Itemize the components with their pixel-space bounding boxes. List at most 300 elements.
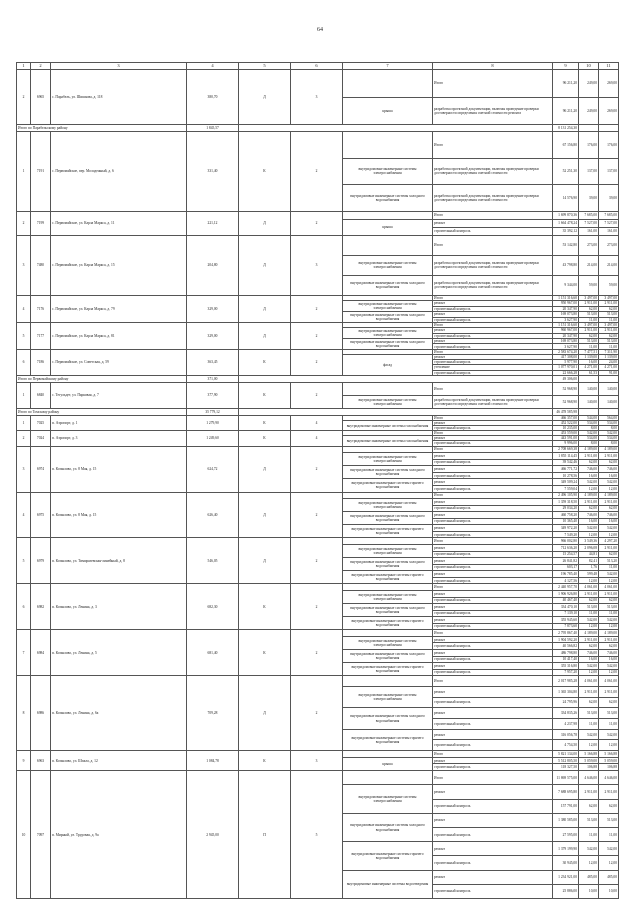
unit-cost: 8,00 bbox=[579, 441, 599, 446]
address: с. Первомайское, ул. Карла Маркса, д. 81 bbox=[51, 322, 187, 349]
address: с. Тегульдет, ул. Парковая, д. 7 bbox=[51, 382, 187, 408]
unit-cost: 1 139,00 bbox=[579, 355, 599, 360]
work-kind: ремонт bbox=[433, 604, 553, 611]
work-kind: ремонт bbox=[433, 708, 553, 719]
max-unit-cost: 62,00 bbox=[599, 799, 619, 813]
floors: 2 bbox=[291, 295, 343, 322]
floors: 4 bbox=[291, 431, 343, 446]
work-type bbox=[343, 676, 433, 687]
max-unit-cost: 62,00 bbox=[599, 333, 619, 338]
empty-cell bbox=[239, 408, 553, 415]
work-type: внутридомовые инженерные системы водоотведения bbox=[343, 870, 433, 898]
unit-cost: 7 685,00 bbox=[579, 211, 599, 219]
max-unit-cost: 140,00 bbox=[599, 382, 619, 395]
unit-cost: 8,00 bbox=[579, 426, 599, 431]
cost: 169 073,80 bbox=[553, 312, 579, 317]
cost: 22 666,28 bbox=[553, 370, 579, 375]
unit-cost: 746,00 bbox=[579, 466, 599, 473]
max-unit-cost: 513,00 bbox=[599, 604, 619, 611]
work-kind: строительный контроль bbox=[433, 426, 553, 431]
work-kind: ремонт bbox=[433, 650, 553, 657]
row-number: 8 bbox=[17, 676, 31, 751]
unit-cost: 16,00 bbox=[579, 472, 599, 479]
cost: 96 211,20 bbox=[553, 97, 579, 125]
work-kind: разработка проектной документации, включая проведение проверки достоверности определения сметной стоимости bbox=[433, 255, 553, 275]
cost: 1 699 870,36 bbox=[553, 211, 579, 219]
work-type: внутридомовые инженерные системы горячего водоснабжения bbox=[343, 617, 433, 630]
unit-cost: 12,00 bbox=[579, 623, 599, 630]
cost: 1 234 921,00 bbox=[553, 870, 579, 884]
cost: 52 968,90 bbox=[553, 382, 579, 395]
unit-cost: 746,00 bbox=[579, 512, 599, 519]
max-unit-cost: 542,00 bbox=[599, 479, 619, 486]
total-area: 331,40 bbox=[187, 132, 239, 212]
work-kind: разработка проектной документации, включая проведение проверки достоверности определения сметной стоимости bbox=[433, 185, 553, 212]
wall-material: Д bbox=[239, 295, 291, 322]
wall-material: К bbox=[239, 431, 291, 446]
max-unit-cost: 140,00 bbox=[599, 395, 619, 408]
cost: 334 835,26 bbox=[553, 708, 579, 719]
cost: 2 583 674,20 bbox=[553, 349, 579, 354]
work-kind: строительный контроль bbox=[433, 884, 553, 898]
work-kind: Итого bbox=[433, 538, 553, 545]
work-kind: Итого bbox=[433, 322, 553, 327]
work-row bbox=[17, 382, 619, 395]
cost: 443 591,00 bbox=[553, 436, 579, 441]
cost: 466 357,00 bbox=[553, 415, 579, 420]
max-unit-cost: 214,00 bbox=[599, 255, 619, 275]
work-type: внутридомовые инженерные системы холодного водоснабжения bbox=[343, 512, 433, 525]
unit-cost: 12,00 bbox=[579, 485, 599, 492]
row-number: 7 bbox=[17, 630, 31, 676]
max-unit-cost: 11,00 bbox=[599, 317, 619, 322]
unit-cost: 11,00 bbox=[579, 610, 599, 617]
max-unit-cost: 746,00 bbox=[599, 512, 619, 519]
unit-cost: 62,00 bbox=[579, 597, 599, 604]
max-unit-cost: 542,00 bbox=[599, 842, 619, 856]
wall-material: К bbox=[239, 349, 291, 375]
max-unit-cost: 513,00 bbox=[599, 312, 619, 317]
work-kind: Итого bbox=[433, 446, 553, 453]
row-number: 3 bbox=[17, 446, 31, 492]
work-kind: Итого bbox=[433, 676, 553, 687]
empty-cell bbox=[239, 125, 553, 132]
row-number: 10 bbox=[17, 771, 31, 899]
work-kind: строительный контроль bbox=[433, 485, 553, 492]
unit-cost: 11,00 bbox=[579, 719, 599, 730]
max-unit-cost: 12,00 bbox=[599, 856, 619, 870]
work-kind: ремонт bbox=[433, 636, 553, 643]
unit-cost: 12,00 bbox=[579, 740, 599, 751]
max-unit-cost: 62,00 bbox=[599, 306, 619, 311]
work-kind: ремонт bbox=[433, 617, 553, 624]
max-unit-cost: 12,00 bbox=[599, 577, 619, 584]
max-unit-cost: 2 911,00 bbox=[599, 636, 619, 643]
work-kind: ремонт bbox=[433, 729, 553, 740]
max-unit-cost: 12,00 bbox=[599, 623, 619, 630]
work-kind: Итого bbox=[433, 492, 553, 499]
column-header: 7 bbox=[343, 63, 433, 70]
unit-cost: 5 166,88 bbox=[579, 751, 599, 758]
work-kind: Итого bbox=[433, 382, 553, 395]
floors: 2 bbox=[291, 322, 343, 349]
unit-cost: 214,00 bbox=[579, 255, 599, 275]
address: п. Копылово, ул. Ленина, д. 6а bbox=[51, 676, 187, 751]
work-type: внутридомовые инженерные системы горячего водоснабжения bbox=[343, 663, 433, 676]
address: п. Копылово, ул. Ленина, д. 5 bbox=[51, 630, 187, 676]
total-area: 380,70 bbox=[187, 70, 239, 125]
cost: 355 316,80 bbox=[553, 663, 579, 670]
work-kind: Итого bbox=[433, 431, 553, 436]
wall-material: Д bbox=[239, 446, 291, 492]
work-type: внутридомовые инженерные системы холодного водоснабжения bbox=[343, 466, 433, 479]
unit-cost: 137,00 bbox=[579, 158, 599, 185]
work-kind: ремонт bbox=[433, 328, 553, 333]
cost: 1 151 316,60 bbox=[553, 295, 579, 300]
cost: 1 359 318,50 bbox=[553, 499, 579, 506]
row-number: 9 bbox=[17, 751, 31, 771]
work-kind: ремонт bbox=[433, 301, 553, 306]
max-unit-cost: 542,00 bbox=[599, 431, 619, 436]
max-unit-cost: 137,00 bbox=[599, 158, 619, 185]
max-unit-cost: 542,00 bbox=[599, 663, 619, 670]
row-number: 5 bbox=[17, 538, 31, 584]
subtotal-row bbox=[17, 375, 619, 382]
unit-cost: 11,00 bbox=[579, 317, 599, 322]
work-type: внутридомовые инженерные системы холодного водоснабжения bbox=[343, 558, 433, 571]
total-area: 624,72 bbox=[187, 446, 239, 492]
unit-cost: 11,00 bbox=[579, 828, 599, 842]
address: с. Первомайское, ул. Карла Маркса, д. 79 bbox=[51, 295, 187, 322]
max-unit-cost: 106,88 bbox=[599, 764, 619, 771]
wall-material: Д bbox=[239, 70, 291, 125]
work-kind: строительный контроль bbox=[433, 828, 553, 842]
unit-cost: 534,00 bbox=[579, 420, 599, 425]
work-type: внутридомовые инженерные системы электроснабжения bbox=[343, 395, 433, 408]
work-kind: Итого bbox=[433, 70, 553, 98]
work-kind: Итого bbox=[433, 349, 553, 354]
work-kind: ремонт bbox=[433, 870, 553, 884]
max-unit-cost: 269,00 bbox=[599, 97, 619, 125]
cost: 9 344,00 bbox=[553, 275, 579, 295]
work-kind: ремонт bbox=[433, 590, 553, 597]
cost: 349 509,24 bbox=[553, 479, 579, 486]
max-unit-cost: 542,00 bbox=[599, 617, 619, 624]
unit-cost: 4 061,00 bbox=[579, 676, 599, 687]
work-kind: ремонт bbox=[433, 842, 553, 856]
unit-cost: 544,00 bbox=[579, 415, 599, 420]
unit-cost: 2 096,08 bbox=[579, 545, 599, 552]
work-kind: ремонт bbox=[433, 571, 553, 578]
empty-cell bbox=[599, 408, 619, 415]
house-code: 6965 bbox=[31, 70, 51, 125]
wall-material: Д bbox=[239, 322, 291, 349]
work-kind: строительный контроль bbox=[433, 643, 553, 650]
cost: 2 496 105,90 bbox=[553, 492, 579, 499]
unit-cost: 513,00 bbox=[579, 339, 599, 344]
cost: 25 886,00 bbox=[553, 884, 579, 898]
work-type bbox=[343, 132, 433, 159]
cost: 20 347,90 bbox=[553, 306, 579, 311]
max-unit-cost: 542,00 bbox=[599, 525, 619, 532]
cost: 1 365 304,80 bbox=[553, 686, 579, 697]
cost: 1 077 970,01 bbox=[553, 365, 579, 370]
unit-cost: 542,00 bbox=[579, 663, 599, 670]
unit-cost: 7 477,51 bbox=[579, 349, 599, 354]
house-code: 6986 bbox=[31, 676, 51, 751]
max-unit-cost: 8,00 bbox=[599, 441, 619, 446]
work-type: внутридомовые инженерные системы холодного водоснабжения bbox=[343, 650, 433, 663]
work-kind: Итого bbox=[433, 584, 553, 591]
row-number: 4 bbox=[17, 295, 31, 322]
max-unit-cost: 11,00 bbox=[599, 719, 619, 730]
floors: 2 bbox=[291, 584, 343, 630]
cost: 157 791,00 bbox=[553, 799, 579, 813]
cost: 96 211,20 bbox=[553, 70, 579, 98]
max-unit-cost: 11,00 bbox=[599, 610, 619, 617]
max-unit-cost: 1 139,00 bbox=[599, 355, 619, 360]
cost: 486 798,80 bbox=[553, 650, 579, 657]
cost: 10 365,40 bbox=[553, 518, 579, 525]
cost: 52 968,90 bbox=[553, 395, 579, 408]
empty-cell bbox=[579, 375, 599, 382]
max-unit-cost: 62,00 bbox=[599, 551, 619, 558]
unit-cost: 7 527,00 bbox=[579, 219, 599, 227]
house-code: 6963 bbox=[31, 751, 51, 771]
max-unit-cost: 12,00 bbox=[599, 485, 619, 492]
work-kind: ремонт bbox=[433, 686, 553, 697]
row-number: 1 bbox=[17, 382, 31, 408]
max-unit-cost: 16,00 bbox=[599, 518, 619, 525]
max-unit-cost: 513,20 bbox=[599, 558, 619, 565]
work-kind: ремонт bbox=[433, 512, 553, 519]
unit-cost: 59,00 bbox=[579, 275, 599, 295]
max-unit-cost: 513,00 bbox=[599, 339, 619, 344]
wall-material: Д bbox=[239, 492, 291, 538]
max-unit-cost: 564,00 bbox=[599, 415, 619, 420]
unit-cost: 542,00 bbox=[579, 729, 599, 740]
max-unit-cost: 2 911,00 bbox=[599, 499, 619, 506]
max-unit-cost: 3 497,00 bbox=[599, 322, 619, 327]
cost: 712 636,20 bbox=[553, 545, 579, 552]
work-kind: строительный контроль bbox=[433, 441, 553, 446]
work-kind: строительный контроль bbox=[433, 459, 553, 466]
cost: 316 056,78 bbox=[553, 729, 579, 740]
unit-cost: 249,00 bbox=[579, 97, 599, 125]
address: п. Мирный, ул. Трудовая, д. 9а bbox=[51, 771, 187, 899]
work-kind: строительный контроль bbox=[433, 518, 553, 525]
unit-cost: 62,00 bbox=[579, 333, 599, 338]
work-kind: строительный контроль bbox=[433, 317, 553, 322]
unit-cost: 62,00 bbox=[579, 643, 599, 650]
unit-cost: 2 911,00 bbox=[579, 636, 599, 643]
row-number: 2 bbox=[17, 70, 31, 125]
column-header: 3 bbox=[51, 63, 187, 70]
work-type bbox=[343, 771, 433, 785]
cost: 26 841,82 bbox=[553, 558, 579, 565]
work-kind: ремонт bbox=[433, 219, 553, 227]
column-header: 6 bbox=[291, 63, 343, 70]
unit-cost: 61,53 bbox=[579, 370, 599, 375]
unit-cost: 4 646,00 bbox=[579, 771, 599, 785]
row-number: 6 bbox=[17, 584, 31, 630]
unit-cost: 4 189,00 bbox=[579, 492, 599, 499]
work-kind: строительный контроль bbox=[433, 227, 553, 235]
unit-cost: 11,00 bbox=[579, 344, 599, 349]
cost: 1 664 478,24 bbox=[553, 219, 579, 227]
unit-cost: 513,00 bbox=[579, 312, 599, 317]
work-kind: утепление bbox=[433, 365, 553, 370]
subtotal-area: 1 845,57 bbox=[187, 125, 239, 132]
work-kind: Итого bbox=[433, 132, 553, 159]
cost: 466 771,72 bbox=[553, 466, 579, 473]
unit-cost: 16,00 bbox=[579, 656, 599, 663]
subtotal-cost: 8 131 254,30 bbox=[553, 125, 579, 132]
max-unit-cost: 4 189,00 bbox=[599, 630, 619, 637]
address: с. Первомайское, ул. Карла Маркса, д. 11 bbox=[51, 211, 187, 235]
unit-cost: 2 911,00 bbox=[579, 301, 599, 306]
unit-cost: 140,00 bbox=[579, 395, 599, 408]
total-area: 1 279,90 bbox=[187, 415, 239, 430]
house-code: 7025 bbox=[31, 415, 51, 430]
work-type: внутридомовые инженерные системы электроснабжения bbox=[343, 785, 433, 813]
unit-cost: 2 911,00 bbox=[579, 453, 599, 460]
work-kind: разработка проектной документации, включая проведение проверки достоверности определения сметной стоимости ремонта bbox=[433, 97, 553, 125]
house-code: 7097 bbox=[31, 771, 51, 899]
work-kind: строительный контроль bbox=[433, 551, 553, 558]
max-unit-cost: 11,00 bbox=[599, 344, 619, 349]
floors: 2 bbox=[291, 382, 343, 408]
max-unit-cost: 62,00 bbox=[599, 505, 619, 512]
max-unit-cost: 62,00 bbox=[599, 643, 619, 650]
work-kind: ремонт bbox=[433, 312, 553, 317]
max-unit-cost: 746,00 bbox=[599, 650, 619, 657]
max-unit-cost: 16,00 bbox=[599, 656, 619, 663]
unit-cost: 16,00 bbox=[579, 518, 599, 525]
work-kind: разработка проектной документации, включая проведение проверки достоверности определения сметной стоимости bbox=[433, 275, 553, 295]
house-code: 7199 bbox=[31, 211, 51, 235]
max-unit-cost: 4 646,00 bbox=[599, 771, 619, 785]
total-area: 681,40 bbox=[187, 630, 239, 676]
work-kind: строительный контроль bbox=[433, 623, 553, 630]
max-unit-cost: 5 166,88 bbox=[599, 751, 619, 758]
total-area: 709,28 bbox=[187, 676, 239, 751]
max-unit-cost: 7 527,00 bbox=[599, 219, 619, 227]
floors: 2 bbox=[291, 349, 343, 375]
floors: 2 bbox=[291, 446, 343, 492]
cost: 7 549,20 bbox=[553, 531, 579, 538]
empty-cell bbox=[239, 375, 553, 382]
work-type: внутридомовые инженерные системы холодного водоснабжения bbox=[343, 275, 433, 295]
work-kind: Итого bbox=[433, 235, 553, 255]
cost: 10 235,00 bbox=[553, 426, 579, 431]
work-row bbox=[17, 132, 619, 159]
work-type: внутридомовые инженерные системы электроснабжения bbox=[343, 255, 433, 275]
work-kind: строительный контроль bbox=[433, 577, 553, 584]
max-unit-cost: 16,00 bbox=[599, 472, 619, 479]
max-unit-cost: 12,00 bbox=[599, 669, 619, 676]
row-number: 1 bbox=[17, 415, 31, 430]
max-unit-cost: 11,00 bbox=[599, 828, 619, 842]
cost: 10 417,40 bbox=[553, 656, 579, 663]
max-unit-cost: 2 911,00 bbox=[599, 590, 619, 597]
cost: 452 522,00 bbox=[553, 420, 579, 425]
cost: 2 795 867,40 bbox=[553, 630, 579, 637]
work-type bbox=[343, 70, 433, 98]
row-number: 3 bbox=[17, 235, 31, 295]
max-unit-cost: 176,00 bbox=[599, 132, 619, 159]
cost: 10 278,56 bbox=[553, 472, 579, 479]
cost: 9 996,00 bbox=[553, 441, 579, 446]
max-unit-cost: 4 061,00 bbox=[599, 584, 619, 591]
max-unit-cost: 534,00 bbox=[599, 436, 619, 441]
work-type: внутридомовые инженерные системы электроснабжения bbox=[343, 590, 433, 603]
unit-cost: 12,00 bbox=[579, 856, 599, 870]
address: п. Копылово, ул. Шпала, д. 12 bbox=[51, 751, 187, 771]
wall-material: К bbox=[239, 132, 291, 212]
work-kind: строительный контроль bbox=[433, 669, 553, 676]
max-unit-cost: 485,00 bbox=[599, 870, 619, 884]
work-kind: строительный контроль bbox=[433, 597, 553, 604]
work-kind: строительный контроль bbox=[433, 344, 553, 349]
unit-cost: 62,00 bbox=[579, 459, 599, 466]
total-area: 221,12 bbox=[187, 211, 239, 235]
unit-cost: 39,00 bbox=[579, 185, 599, 212]
cost: 43 798,80 bbox=[553, 255, 579, 275]
max-unit-cost: 4 189,00 bbox=[599, 446, 619, 453]
max-unit-cost: 4 297,20 bbox=[599, 538, 619, 545]
work-type: внутридомовые инженерные системы газоснабжения bbox=[343, 420, 433, 430]
column-header: 9 bbox=[553, 63, 579, 70]
work-type: внутридомовые инженерные системы холодного водоснабжения bbox=[343, 813, 433, 841]
work-type: внутридомовые инженерные системы электроснабжения bbox=[343, 301, 433, 312]
house-code: 6975 bbox=[31, 492, 51, 538]
wall-material: Д bbox=[239, 538, 291, 584]
work-kind: строительный контроль bbox=[433, 531, 553, 538]
floors: 3 bbox=[291, 235, 343, 295]
max-unit-cost: 2 911,00 bbox=[599, 686, 619, 697]
unit-cost: 10,00 bbox=[579, 884, 599, 898]
unit-cost: 106,88 bbox=[579, 764, 599, 771]
work-type bbox=[343, 211, 433, 219]
empty-cell bbox=[579, 125, 599, 132]
work-kind: строительный контроль bbox=[433, 472, 553, 479]
empty-cell bbox=[579, 408, 599, 415]
cost: 14 576,90 bbox=[553, 185, 579, 212]
unit-cost: 140,00 bbox=[579, 382, 599, 395]
work-kind: ремонт bbox=[433, 420, 553, 425]
subtotal-label: Итого по Томскому району bbox=[17, 408, 187, 415]
cost: 39 542,46 bbox=[553, 459, 579, 466]
max-unit-cost: 62,00 bbox=[599, 597, 619, 604]
house-code: 7480 bbox=[31, 235, 51, 295]
empty-cell bbox=[599, 375, 619, 382]
cost: 7 139,10 bbox=[553, 610, 579, 617]
address: с. Парабель, ул. Шишкова, д. 118 bbox=[51, 70, 187, 125]
unit-cost: 44,81 bbox=[579, 551, 599, 558]
floors: 3 bbox=[291, 751, 343, 771]
work-row bbox=[17, 211, 619, 219]
unit-cost: 62,00 bbox=[579, 799, 599, 813]
work-row bbox=[17, 771, 619, 785]
work-type: внутридомовые инженерные системы горячего водоснабжения bbox=[343, 571, 433, 584]
column-header: 10 bbox=[579, 63, 599, 70]
work-kind: ремонт bbox=[433, 453, 553, 460]
total-area: 2 945,00 bbox=[187, 771, 239, 899]
unit-cost: 4 271,00 bbox=[579, 365, 599, 370]
register-table bbox=[16, 62, 619, 899]
unit-cost: 161,00 bbox=[579, 227, 599, 235]
